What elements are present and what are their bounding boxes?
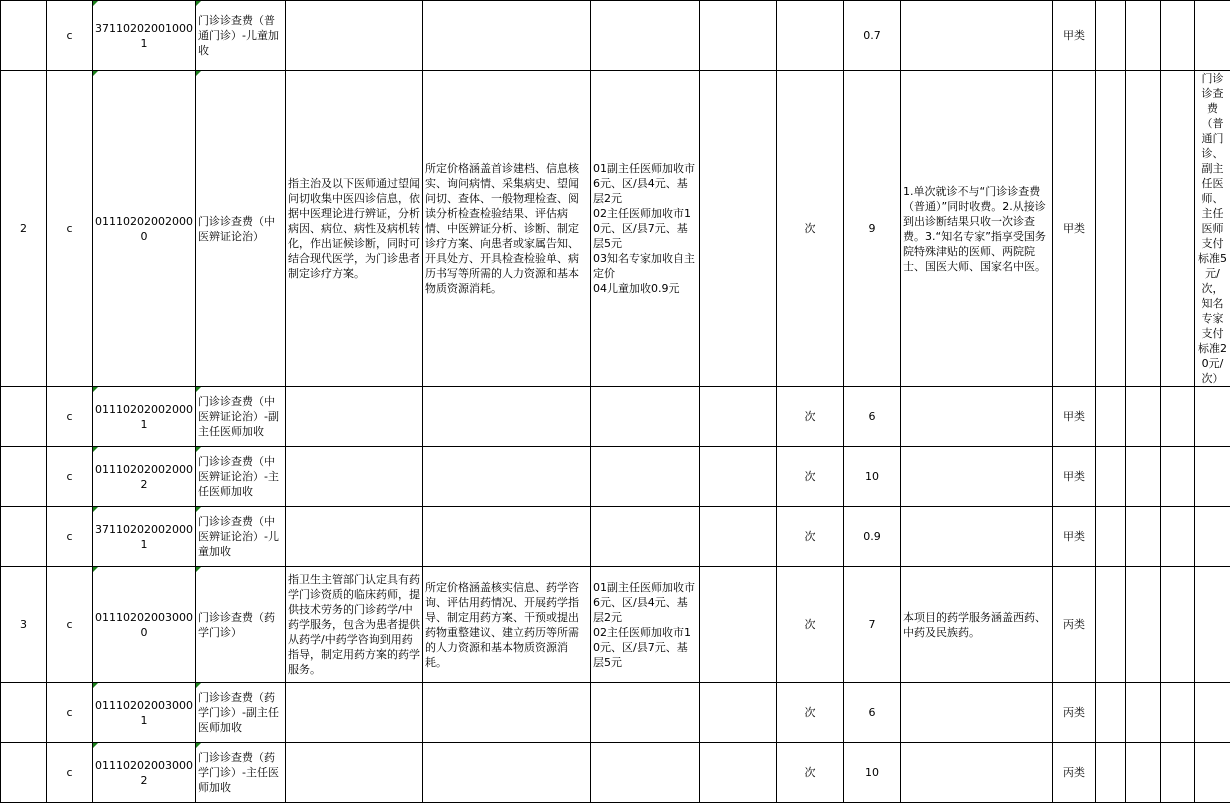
cell-note[interactable]: [901, 743, 1053, 803]
cell-empty[interactable]: [700, 683, 777, 743]
cell-empty[interactable]: [1161, 743, 1195, 803]
cell-price[interactable]: 0.7: [844, 1, 901, 71]
cell-item-name[interactable]: 门诊诊查费（中医辨证论治）-副主任医师加收: [196, 387, 286, 447]
cell-note[interactable]: 本项目的药学服务涵盖西药、中药及民族药。: [901, 567, 1053, 683]
cell-connotation[interactable]: [286, 683, 423, 743]
cell-empty[interactable]: [1126, 507, 1161, 567]
cell-payment-standard[interactable]: [1195, 507, 1230, 567]
cell-connotation[interactable]: 指主治及以下医师通过望闻问切收集中医四诊信息，依据中医理论进行辨证，分析病因、病位、病性及病机转化，作出证候诊断，同时可结合现代医学，为门诊患者制定诊疗方案。: [286, 71, 423, 387]
cell-empty[interactable]: [1096, 71, 1126, 387]
cell-empty[interactable]: [1161, 387, 1195, 447]
table-row: [1, 1, 1230, 71]
cell-payment-standard[interactable]: [1195, 567, 1230, 683]
cell-price-content[interactable]: [423, 1, 591, 71]
cell-empty[interactable]: [1126, 387, 1161, 447]
cell-payment-standard[interactable]: 门诊诊查费（普通门诊、副主任医师、主任医师支付标准5元/次，知名专家支付标准20元/次）: [1195, 71, 1230, 387]
cell-level[interactable]: c: [47, 507, 93, 567]
cell-item-code[interactable]: 371102020020001: [93, 507, 196, 567]
cell-empty[interactable]: [700, 507, 777, 567]
cell-seq[interactable]: [1, 1, 47, 71]
cell-item-code[interactable]: 011102020020002: [93, 447, 196, 507]
cell-level[interactable]: c: [47, 71, 93, 387]
cell-price[interactable]: 9: [844, 71, 901, 387]
cell-unit[interactable]: 次: [777, 743, 844, 803]
cell-unit[interactable]: 次: [777, 683, 844, 743]
cell-price[interactable]: 7: [844, 567, 901, 683]
cell-item-code[interactable]: 011102020030001: [93, 683, 196, 743]
cell-item-name[interactable]: 门诊诊查费（药学门诊）-副主任医师加收: [196, 683, 286, 743]
table-row: [1, 743, 1230, 803]
cell-category[interactable]: 丙类: [1053, 743, 1096, 803]
cell-price-content[interactable]: [423, 387, 591, 447]
cell-unit[interactable]: 次: [777, 387, 844, 447]
cell-empty[interactable]: [1096, 683, 1126, 743]
cell-note[interactable]: 1.单次就诊不与“门诊诊查费（普通）”同时收费。2.从接诊到出诊断结果只收一次诊查费。3.“知名专家”指享受国务院特殊津贴的医师、两院院士、国医大师、国家名中医。: [901, 71, 1053, 387]
cell-surcharge[interactable]: [591, 447, 700, 507]
cell-unit[interactable]: 次: [777, 567, 844, 683]
cell-empty[interactable]: [1096, 1, 1126, 71]
cell-price[interactable]: 0.9: [844, 507, 901, 567]
cell-surcharge[interactable]: [591, 387, 700, 447]
cell-empty[interactable]: [1096, 447, 1126, 507]
cell-connotation[interactable]: [286, 1, 423, 71]
cell-category[interactable]: 甲类: [1053, 71, 1096, 387]
cell-empty[interactable]: [1126, 71, 1161, 387]
cell-category[interactable]: 丙类: [1053, 683, 1096, 743]
cell-seq[interactable]: [1, 447, 47, 507]
cell-empty[interactable]: [1096, 387, 1126, 447]
cell-unit[interactable]: [777, 1, 844, 71]
cell-note[interactable]: [901, 447, 1053, 507]
cell-item-name[interactable]: 门诊诊查费（中医辨证论治）: [196, 71, 286, 387]
cell-surcharge[interactable]: [591, 1, 700, 71]
cell-price-content[interactable]: [423, 743, 591, 803]
table-row: [1, 71, 1230, 387]
cell-empty[interactable]: [1096, 507, 1126, 567]
cell-note[interactable]: [901, 1, 1053, 71]
cell-payment-standard[interactable]: [1195, 1, 1230, 71]
cell-payment-standard[interactable]: [1195, 683, 1230, 743]
cell-category[interactable]: 甲类: [1053, 507, 1096, 567]
cell-note[interactable]: [901, 683, 1053, 743]
cell-empty[interactable]: [1161, 567, 1195, 683]
cell-item-code[interactable]: 011102020020000: [93, 71, 196, 387]
cell-note[interactable]: [901, 507, 1053, 567]
cell-empty[interactable]: [700, 743, 777, 803]
cell-price-content[interactable]: 所定价格涵盖首诊建档、信息核实、询问病情、采集病史、望闻问切、查体、一般物理检查、阅读分析检查检验结果、评估病情、中医辨证分析、诊断、制定诊疗方案、向患者或家属告知、开具处方、开具检查检验单、病历书写等所需的人力资源和基本物质资源消耗。: [423, 71, 591, 387]
cell-price[interactable]: 6: [844, 683, 901, 743]
cell-connotation[interactable]: [286, 387, 423, 447]
cell-empty[interactable]: [700, 567, 777, 683]
cell-item-code[interactable]: 011102020030000: [93, 567, 196, 683]
table-body: [1, 1, 1230, 803]
cell-item-code[interactable]: 011102020020001: [93, 387, 196, 447]
cell-category[interactable]: 甲类: [1053, 447, 1096, 507]
cell-item-code[interactable]: 011102020030002: [93, 743, 196, 803]
cell-item-name[interactable]: 门诊诊查费（药学门诊）-主任医师加收: [196, 743, 286, 803]
cell-level[interactable]: c: [47, 567, 93, 683]
cell-empty[interactable]: [1161, 71, 1195, 387]
cell-item-code[interactable]: 371102020010001: [93, 1, 196, 71]
cell-empty[interactable]: [1126, 683, 1161, 743]
cell-item-name[interactable]: 门诊诊查费（普通门诊）-儿童加收: [196, 1, 286, 71]
cell-level[interactable]: c: [47, 743, 93, 803]
cell-surcharge[interactable]: 01副主任医师加收市6元、区/县4元、基层2元 02主任医师加收市10元、区/县7元、基层5元: [591, 567, 700, 683]
cell-surcharge[interactable]: [591, 683, 700, 743]
cell-item-name[interactable]: 门诊诊查费（药学门诊）: [196, 567, 286, 683]
cell-seq[interactable]: [1, 743, 47, 803]
cell-connotation[interactable]: 指卫生主管部门认定具有药学门诊资质的临床药师，提供技术劳务的门诊药学/中药学服务，包含为患者提供从药学/中药学咨询到用药指导，制定用药方案的药学服务。: [286, 567, 423, 683]
cell-empty[interactable]: [700, 447, 777, 507]
cell-category[interactable]: 甲类: [1053, 387, 1096, 447]
cell-seq[interactable]: [1, 387, 47, 447]
cell-payment-standard[interactable]: [1195, 743, 1230, 803]
cell-price[interactable]: 10: [844, 743, 901, 803]
cell-connotation[interactable]: [286, 507, 423, 567]
cell-payment-standard[interactable]: [1195, 387, 1230, 447]
table-row: [1, 507, 1230, 567]
cell-note[interactable]: [901, 387, 1053, 447]
cell-empty[interactable]: [700, 1, 777, 71]
cell-seq[interactable]: [1, 507, 47, 567]
cell-seq[interactable]: 2: [1, 71, 47, 387]
cell-empty[interactable]: [1126, 1, 1161, 71]
cell-price-content[interactable]: 所定价格涵盖核实信息、药学咨询、评估用药情况、开展药学指导、制定用药方案、干预或提出药物重整建议、建立药历等所需的人力资源和基本物质资源消耗。: [423, 567, 591, 683]
cell-empty[interactable]: [1161, 683, 1195, 743]
cell-price-content[interactable]: [423, 507, 591, 567]
cell-empty[interactable]: [700, 387, 777, 447]
cell-empty[interactable]: [1126, 567, 1161, 683]
cell-surcharge[interactable]: [591, 507, 700, 567]
cell-payment-standard[interactable]: [1195, 447, 1230, 507]
cell-empty[interactable]: [1126, 743, 1161, 803]
cell-category[interactable]: 甲类: [1053, 1, 1096, 71]
cell-empty[interactable]: [1126, 447, 1161, 507]
cell-empty[interactable]: [1096, 567, 1126, 683]
cell-level[interactable]: c: [47, 447, 93, 507]
cell-category[interactable]: 丙类: [1053, 567, 1096, 683]
table-row: [1, 387, 1230, 447]
cell-price[interactable]: 10: [844, 447, 901, 507]
table-row: [1, 447, 1230, 507]
cell-item-name[interactable]: 门诊诊查费（中医辨证论治）-主任医师加收: [196, 447, 286, 507]
cell-empty[interactable]: [1161, 447, 1195, 507]
cell-empty[interactable]: [700, 71, 777, 387]
cell-unit[interactable]: 次: [777, 71, 844, 387]
cell-level[interactable]: c: [47, 387, 93, 447]
cell-unit[interactable]: 次: [777, 507, 844, 567]
cell-unit[interactable]: 次: [777, 447, 844, 507]
cell-empty[interactable]: [1096, 743, 1126, 803]
cell-surcharge[interactable]: [591, 743, 700, 803]
cell-level[interactable]: c: [47, 1, 93, 71]
cell-item-name[interactable]: 门诊诊查费（中医辨证论治）-儿童加收: [196, 507, 286, 567]
cell-empty[interactable]: [1161, 507, 1195, 567]
cell-surcharge[interactable]: 01副主任医师加收市6元、区/县4元、基层2元 02主任医师加收市10元、区/县7元、基层5元 03知名专家加收自主定价 04儿童加收0.9元: [591, 71, 700, 387]
cell-seq[interactable]: 3: [1, 567, 47, 683]
cell-seq[interactable]: [1, 683, 47, 743]
cell-price-content[interactable]: [423, 683, 591, 743]
table-row: [1, 567, 1230, 683]
cell-connotation[interactable]: [286, 447, 423, 507]
cell-level[interactable]: c: [47, 683, 93, 743]
table-row: [1, 683, 1230, 743]
cell-price[interactable]: 6: [844, 387, 901, 447]
cell-connotation[interactable]: [286, 743, 423, 803]
cell-empty[interactable]: [1161, 1, 1195, 71]
cell-price-content[interactable]: [423, 447, 591, 507]
